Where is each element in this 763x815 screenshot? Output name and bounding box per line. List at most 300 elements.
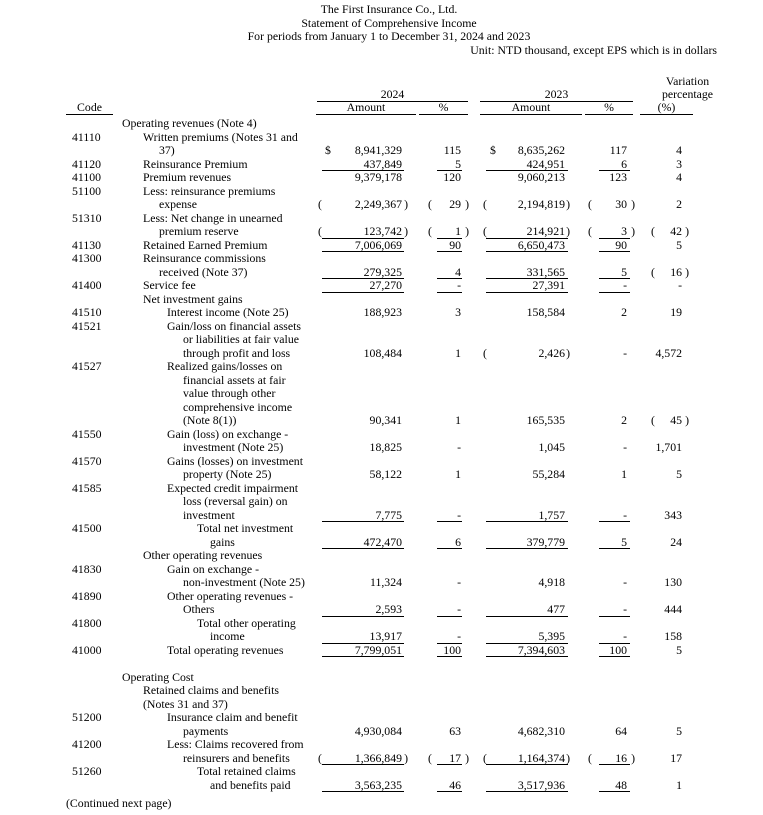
row-description-line: reinsurers and benefits <box>183 750 290 765</box>
percent-2024-cell <box>408 198 470 212</box>
amount-2023-header: Amount <box>511 100 551 114</box>
table-row <box>0 158 763 172</box>
open-paren: ( <box>483 750 487 765</box>
percent-2023-cell <box>570 198 635 212</box>
cell-value: - <box>457 575 461 589</box>
percent-2023-cell <box>570 414 635 428</box>
row-description <box>120 320 312 361</box>
row-description <box>120 590 312 617</box>
cell-value: 2 <box>621 413 627 427</box>
amount-2023-cell <box>470 468 570 482</box>
row-description <box>120 684 312 711</box>
row-description-line: through profit and loss <box>183 345 291 360</box>
close-paren: ) <box>631 197 635 211</box>
amount-2023-cell <box>470 536 570 550</box>
amount-2024-cell <box>312 225 408 239</box>
amount-2024-cell <box>312 630 408 644</box>
cell-value: 7,394,603 <box>517 642 565 657</box>
open-paren: ( <box>588 197 592 211</box>
cell-value: - <box>457 629 461 643</box>
cell-value: 4,930,084 <box>354 723 402 738</box>
row-code: 51200 <box>72 710 102 724</box>
percent-2024-cell <box>408 644 470 658</box>
cell-value: 123,742 <box>363 224 402 238</box>
section-row <box>0 117 763 131</box>
variation-cell <box>635 644 700 658</box>
row-description <box>120 549 312 563</box>
variation-cell <box>635 266 700 280</box>
cell-value: 17 <box>670 750 682 765</box>
row-description-line: Premium revenues <box>143 170 232 184</box>
amount-2024-header: Amount <box>346 100 386 114</box>
row-description-line: Total net investment <box>197 521 294 535</box>
row-code: 41100 <box>72 170 102 184</box>
close-paren: ) <box>631 224 635 238</box>
close-paren: ) <box>566 224 570 238</box>
cell-value: 5 <box>455 156 461 171</box>
row-code: 41400 <box>72 278 102 292</box>
underline-rule <box>437 548 462 549</box>
row-description <box>120 239 312 253</box>
variation-cell <box>635 468 700 482</box>
cell-value: 7,775 <box>375 507 402 522</box>
code-header: Code <box>77 100 102 114</box>
amount-2023-cell <box>470 576 570 590</box>
cell-value: 24 <box>670 534 682 549</box>
table-row <box>0 360 763 428</box>
table-row <box>0 185 763 212</box>
cell-value: 2 <box>621 305 627 319</box>
row-code: 41500 <box>72 521 102 535</box>
cell-value: 1 <box>676 777 682 792</box>
amount-2023-cell <box>470 225 570 239</box>
cell-value: 58,122 <box>369 467 402 481</box>
underline-rule <box>599 548 630 549</box>
underline-rule <box>322 764 404 765</box>
amount-2023-cell <box>470 603 570 617</box>
row-description-line: investment <box>183 507 235 522</box>
cell-value: 424,951 <box>526 156 565 171</box>
row-description <box>120 171 312 185</box>
cell-value: 2 <box>676 197 682 211</box>
row-code: 41570 <box>72 453 102 468</box>
percent-2023-cell <box>570 468 635 482</box>
cell-value: 9,060,213 <box>517 170 565 184</box>
row-code: 41521 <box>72 318 102 333</box>
cell-value: 5 <box>676 467 682 481</box>
cell-value: 5,395 <box>538 629 565 643</box>
underline-rule <box>437 521 462 522</box>
amount-2024-cell <box>312 414 408 428</box>
close-paren: ) <box>404 750 408 765</box>
cell-value: 1,701 <box>655 440 682 454</box>
table-row <box>0 171 763 185</box>
rule-under-amount-2024 <box>316 114 416 115</box>
variation-cell <box>635 144 700 158</box>
row-code: 41300 <box>72 251 102 265</box>
cell-value: - <box>457 440 461 454</box>
table-row <box>0 252 763 279</box>
row-description-line: Gain/loss on financial assets <box>167 318 301 333</box>
amount-2023-cell <box>470 144 570 158</box>
underline-rule <box>599 292 630 293</box>
amount-2023-cell <box>470 509 570 523</box>
row-description-line: 37) <box>159 143 175 157</box>
row-description-line: Others <box>183 602 215 616</box>
cell-value: 9,379,178 <box>354 170 402 184</box>
cell-value: 4,572 <box>655 345 682 360</box>
row-code <box>72 293 120 307</box>
cell-value: 16 <box>615 750 627 765</box>
open-paren: ( <box>651 224 655 238</box>
row-description <box>120 765 312 792</box>
close-paren: ) <box>685 264 689 279</box>
row-code: 41890 <box>72 588 102 603</box>
amount-2023-cell <box>470 198 570 212</box>
row-description <box>120 252 312 279</box>
row-description-line: Service fee <box>143 278 196 292</box>
year-2023-header: 2023 <box>544 87 569 101</box>
percent-2023-cell <box>570 576 635 590</box>
open-paren: ( <box>428 224 432 238</box>
cell-value: 63 <box>449 723 461 738</box>
close-paren: ) <box>465 197 469 211</box>
row-code: 41800 <box>72 615 102 630</box>
percent-2023-cell <box>570 266 635 280</box>
cell-value: 444 <box>664 602 682 616</box>
table-row <box>0 522 763 549</box>
row-description <box>120 117 312 131</box>
row-description-line: Less: Claims recovered from <box>167 737 304 751</box>
row-code <box>72 117 120 131</box>
cell-value: 5 <box>676 237 682 252</box>
variation-header-line3: (%) <box>657 100 676 114</box>
amount-2024-cell <box>312 752 408 766</box>
percent-2024-cell <box>408 752 470 766</box>
percent-2023-cell <box>570 779 635 793</box>
percent-2023-cell <box>570 603 635 617</box>
cell-value: - <box>623 602 627 616</box>
underline-rule <box>486 791 568 792</box>
percent-2024-cell <box>408 239 470 253</box>
cell-value: 343 <box>664 507 682 522</box>
variation-cell <box>635 630 700 644</box>
row-code: 41120 <box>72 156 102 171</box>
rule-under-amount-2023 <box>480 114 582 115</box>
cell-value: 18,825 <box>369 440 402 454</box>
close-paren: ) <box>685 224 689 238</box>
percent-2024-cell <box>408 779 470 793</box>
table-body <box>0 117 763 792</box>
percent-2024-cell <box>408 414 470 428</box>
percent-2023-cell <box>570 158 635 172</box>
underline-rule <box>599 616 630 617</box>
cell-value: 117 <box>609 143 627 157</box>
year-2024-header: 2024 <box>380 87 405 101</box>
row-description-line: Reinsurance Premium <box>143 156 248 171</box>
close-paren: ) <box>566 345 570 360</box>
open-paren: ( <box>483 224 487 238</box>
underline-rule <box>322 292 404 293</box>
row-description <box>120 482 312 523</box>
row-description-line: expense <box>159 197 197 211</box>
amount-2023-cell <box>470 441 570 455</box>
table-row <box>0 239 763 253</box>
cell-value: 8,635,262 <box>517 143 565 157</box>
amount-2023-cell <box>470 347 570 361</box>
amount-2024-cell <box>312 306 408 320</box>
cell-value: 48 <box>615 777 627 792</box>
cell-value: 4,918 <box>538 575 565 589</box>
percent-2023-cell <box>570 171 635 185</box>
cell-value: 1,366,849 <box>354 750 402 765</box>
row-description-line: received (Note 37) <box>159 264 248 279</box>
cell-value: 5 <box>621 534 627 549</box>
row-description-line: financial assets at fair <box>183 372 286 387</box>
underline-rule <box>322 656 404 657</box>
cell-value: 90,341 <box>369 413 402 427</box>
row-description-line: Realized gains/losses on <box>167 359 283 373</box>
dollar-sign: $ <box>325 143 331 157</box>
table-row <box>0 765 763 792</box>
table-row <box>0 563 763 590</box>
row-code <box>72 671 120 685</box>
cell-value: 4 <box>455 264 461 279</box>
cell-value: 3 <box>455 305 461 319</box>
percent-2023-cell <box>570 441 635 455</box>
underline-rule <box>599 521 630 522</box>
percent-2023-header: % <box>604 100 614 114</box>
cell-value: 100 <box>443 642 461 657</box>
open-paren: ( <box>651 264 655 279</box>
cell-value: 115 <box>443 143 461 157</box>
row-description-line: comprehensive income <box>183 399 293 414</box>
close-paren: ) <box>685 413 689 427</box>
open-paren: ( <box>318 750 322 765</box>
percent-2023-cell <box>570 279 635 293</box>
row-code: 41200 <box>72 737 102 751</box>
rule-under-2024 <box>317 101 468 102</box>
cell-value: 379,779 <box>526 534 565 549</box>
cell-value: 17 <box>449 750 461 765</box>
row-description-line: investment (Note 25) <box>183 440 284 454</box>
amount-2023-cell <box>470 752 570 766</box>
section-row <box>0 549 763 563</box>
cell-value: - <box>457 507 461 522</box>
close-paren: ) <box>465 224 469 238</box>
row-description-line: loss (reversal gain) on <box>183 494 288 508</box>
underline-rule <box>599 656 630 657</box>
cell-value: 1 <box>621 467 627 481</box>
cell-value: - <box>678 278 682 292</box>
percent-2024-cell <box>408 306 470 320</box>
underline-rule <box>437 251 462 252</box>
amount-2024-cell <box>312 576 408 590</box>
underline-rule <box>322 548 404 549</box>
table-row <box>0 320 763 361</box>
variation-cell <box>635 306 700 320</box>
percent-2024-cell <box>408 509 470 523</box>
rule-under-code <box>66 114 113 115</box>
percent-2023-cell <box>570 644 635 658</box>
cell-value: 90 <box>449 237 461 252</box>
open-paren: ( <box>428 197 432 211</box>
cell-value: 64 <box>615 723 627 738</box>
row-code: 41585 <box>72 480 102 495</box>
rule-under-percent-2024 <box>419 114 468 115</box>
table-row <box>0 212 763 239</box>
variation-cell <box>635 603 700 617</box>
open-paren: ( <box>588 224 592 238</box>
row-description <box>120 617 312 644</box>
cell-value: 214,921 <box>526 224 565 238</box>
variation-cell <box>635 347 700 361</box>
open-paren: ( <box>483 197 487 211</box>
amount-2024-cell <box>312 644 408 658</box>
cell-value: 188,923 <box>363 305 402 319</box>
table-row <box>0 131 763 158</box>
row-description-line: income <box>210 629 245 643</box>
amount-2024-cell <box>312 239 408 253</box>
row-description-line: Other operating revenues <box>143 548 263 562</box>
row-description-line: (Notes 31 and 37) <box>143 696 228 711</box>
table-row <box>0 428 763 455</box>
underline-rule <box>437 656 462 657</box>
cell-value: 3,517,936 <box>517 777 565 792</box>
underline-rule <box>486 656 568 657</box>
row-description <box>120 711 312 738</box>
row-description-line: property (Note 25) <box>183 467 272 481</box>
cell-value: 1 <box>455 413 461 427</box>
row-description-line: Less: reinsurance premiums <box>143 183 276 198</box>
close-paren: ) <box>465 750 469 765</box>
cell-value: - <box>623 345 627 360</box>
underline-rule <box>486 292 568 293</box>
variation-cell <box>635 158 700 172</box>
cell-value: 6 <box>455 534 461 549</box>
amount-2024-cell <box>312 468 408 482</box>
table-row <box>0 617 763 644</box>
cell-value: - <box>457 278 461 292</box>
variation-header-line1: Variation <box>665 74 710 88</box>
table-row <box>0 644 763 658</box>
row-description <box>120 563 312 590</box>
cell-value: 477 <box>547 602 565 616</box>
row-description <box>120 131 312 158</box>
cell-value: 5 <box>676 642 682 657</box>
close-paren: ) <box>566 750 570 765</box>
row-description-line: non-investment (Note 25) <box>183 575 305 589</box>
row-description-line: Operating Cost <box>122 669 194 684</box>
cell-value: 13,917 <box>369 629 402 643</box>
cell-value: 331,565 <box>526 264 565 279</box>
percent-2023-cell <box>570 225 635 239</box>
variation-cell <box>635 198 700 212</box>
amount-2024-cell <box>312 779 408 793</box>
cell-value: 100 <box>609 642 627 657</box>
row-description <box>120 212 312 239</box>
amount-2023-cell <box>470 306 570 320</box>
row-description <box>120 279 312 293</box>
percent-2024-cell <box>408 158 470 172</box>
row-description <box>120 738 312 765</box>
section-row <box>0 684 763 711</box>
row-description <box>120 522 312 549</box>
percent-2023-cell <box>570 144 635 158</box>
table-row <box>0 455 763 482</box>
variation-cell <box>635 225 700 239</box>
row-code: 51260 <box>72 764 102 778</box>
cell-value: 7,006,069 <box>354 237 402 252</box>
row-code: 41130 <box>72 237 102 252</box>
amount-2024-cell <box>312 266 408 280</box>
cell-value: 279,325 <box>363 264 402 279</box>
underline-rule <box>599 791 630 792</box>
row-description-line: premium reserve <box>159 224 239 238</box>
amount-2024-cell <box>312 536 408 550</box>
row-description-line: Retained Earned Premium <box>143 237 268 252</box>
variation-cell <box>635 441 700 455</box>
amount-2023-cell <box>470 266 570 280</box>
row-description <box>120 428 312 455</box>
row-description-line: Other operating revenues - <box>167 588 294 603</box>
section-row <box>0 671 763 685</box>
variation-cell <box>635 779 700 793</box>
percent-2024-cell <box>408 279 470 293</box>
cell-value: 2,249,367 <box>354 197 402 211</box>
variation-cell <box>635 752 700 766</box>
cell-value: 8,941,329 <box>354 143 402 157</box>
row-description-line: (Note 8(1)) <box>183 413 237 427</box>
cell-value: 1,164,374 <box>517 750 565 765</box>
open-paren: ( <box>588 750 592 765</box>
cell-value: 7,799,051 <box>354 642 402 657</box>
percent-2024-cell <box>408 536 470 550</box>
cell-value: 46 <box>449 777 461 792</box>
cell-value: 27,391 <box>532 278 565 292</box>
row-description-line: Total retained claims <box>197 764 296 778</box>
percent-2023-cell <box>570 239 635 253</box>
cell-value: 158,584 <box>526 305 565 319</box>
underline-rule <box>437 764 462 765</box>
cell-value: 130 <box>664 575 682 589</box>
underline-rule <box>486 548 568 549</box>
percent-2023-cell <box>570 509 635 523</box>
amount-2024-cell <box>312 144 408 158</box>
row-code: 41510 <box>72 305 102 319</box>
amount-2024-cell <box>312 603 408 617</box>
cell-value: 437,849 <box>363 156 402 171</box>
amount-2024-cell <box>312 171 408 185</box>
cell-value: 1,757 <box>538 507 565 522</box>
row-description-line: and benefits paid <box>210 777 291 792</box>
row-description-line: Net investment gains <box>143 291 243 306</box>
cell-value: 6,650,473 <box>517 237 565 252</box>
cell-value: 55,284 <box>532 467 565 481</box>
percent-2024-cell <box>408 468 470 482</box>
cell-value: 165,535 <box>526 413 565 427</box>
amount-2024-cell <box>312 347 408 361</box>
rule-under-2023 <box>480 101 633 102</box>
variation-cell <box>635 414 700 428</box>
amount-2023-cell <box>470 171 570 185</box>
row-description-line: or liabilities at fair value <box>183 332 299 346</box>
cell-value: 42 <box>670 224 682 238</box>
rule-under-variation <box>640 114 693 115</box>
statement-title: Statement of Comprehensive Income <box>301 15 477 30</box>
row-code: 41000 <box>72 642 102 657</box>
row-description-line: Interest income (Note 25) <box>167 305 289 319</box>
